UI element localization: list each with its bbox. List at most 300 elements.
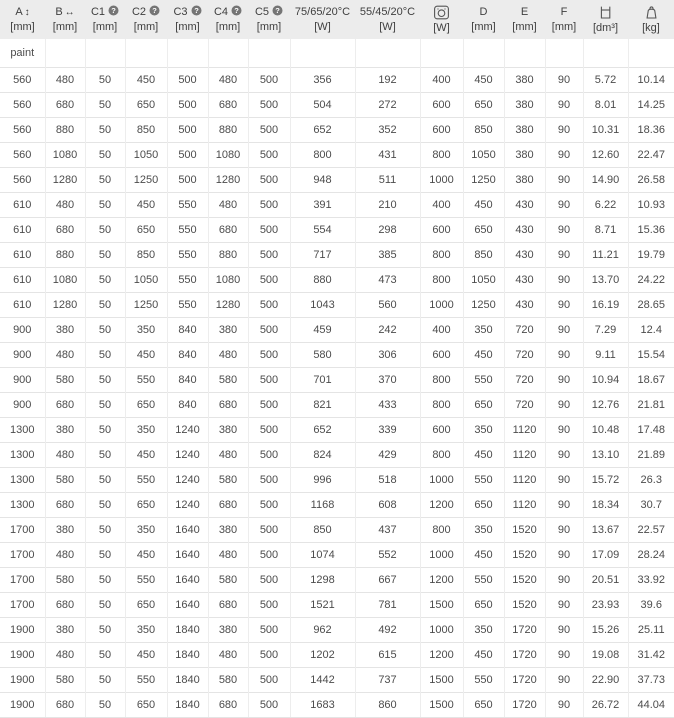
cell-c2: 650 xyxy=(125,492,167,517)
cell-c3: 1240 xyxy=(167,467,208,492)
cell-c5: 500 xyxy=(248,467,290,492)
cell-b: 380 xyxy=(45,317,85,342)
column-label: F xyxy=(560,6,568,18)
cell-e: 720 xyxy=(504,392,545,417)
cell-a: 1300 xyxy=(0,467,45,492)
cell-c2: 650 xyxy=(125,217,167,242)
cell-d: 350 xyxy=(463,617,504,642)
table-row xyxy=(0,617,674,642)
cell-c2: 350 xyxy=(125,317,167,342)
cell-c3: 550 xyxy=(167,242,208,267)
cell-weight: 12.4 xyxy=(628,317,674,342)
cell-weight: 18.67 xyxy=(628,367,674,392)
cell-b: 480 xyxy=(45,67,85,92)
cell-c3: 1840 xyxy=(167,617,208,642)
cell-f: 90 xyxy=(545,292,583,317)
cell-a: 1900 xyxy=(0,642,45,667)
cell-weight: 24.22 xyxy=(628,267,674,292)
cell-electric-power: 1000 xyxy=(420,167,463,192)
empty-cell xyxy=(355,39,420,67)
cell-c5: 500 xyxy=(248,367,290,392)
cell-volume: 26.72 xyxy=(583,692,628,717)
cell-c2: 850 xyxy=(125,117,167,142)
cell-f: 90 xyxy=(545,117,583,142)
cell-f: 90 xyxy=(545,692,583,717)
cell-power-75-65-20: 504 xyxy=(290,92,355,117)
cell-b: 880 xyxy=(45,117,85,142)
column-unit: [mm] xyxy=(512,20,537,33)
cell-d: 650 xyxy=(463,692,504,717)
cell-b: 1280 xyxy=(45,167,85,192)
cell-a: 560 xyxy=(0,167,45,192)
cell-c1: 50 xyxy=(85,342,125,367)
cell-c1: 50 xyxy=(85,567,125,592)
cell-power-55-45-20: 615 xyxy=(355,642,420,667)
cell-c2: 850 xyxy=(125,242,167,267)
cell-a: 1700 xyxy=(0,542,45,567)
cell-c3: 500 xyxy=(167,117,208,142)
cell-weight: 17.48 xyxy=(628,417,674,442)
column-label: D xyxy=(479,6,488,18)
table-row xyxy=(0,367,674,392)
cell-electric-power: 1200 xyxy=(420,642,463,667)
svg-text:?: ? xyxy=(193,5,199,15)
table-row xyxy=(0,292,674,317)
cell-c5: 500 xyxy=(248,67,290,92)
cell-power-75-65-20: 948 xyxy=(290,167,355,192)
cell-c4: 480 xyxy=(208,192,248,217)
cell-c2: 1250 xyxy=(125,167,167,192)
cell-a: 560 xyxy=(0,142,45,167)
column-label: E xyxy=(520,6,529,18)
column-unit: [mm] xyxy=(551,20,577,33)
cell-c2: 350 xyxy=(125,617,167,642)
cell-c2: 450 xyxy=(125,542,167,567)
cell-c1: 50 xyxy=(85,267,125,292)
cell-c5: 500 xyxy=(248,417,290,442)
cell-weight: 39.6 xyxy=(628,592,674,617)
column-header-c2 xyxy=(125,0,167,39)
cell-power-75-65-20: 1442 xyxy=(290,667,355,692)
cell-c1: 50 xyxy=(85,442,125,467)
cell-weight: 37.73 xyxy=(628,667,674,692)
cell-f: 90 xyxy=(545,617,583,642)
cell-electric-power: 800 xyxy=(420,242,463,267)
cell-a: 560 xyxy=(0,117,45,142)
table-row xyxy=(0,242,674,267)
cell-c3: 550 xyxy=(167,292,208,317)
table-row xyxy=(0,392,674,417)
cell-weight: 44.04 xyxy=(628,692,674,717)
cell-d: 650 xyxy=(463,217,504,242)
cell-c1: 50 xyxy=(85,417,125,442)
cell-e: 380 xyxy=(504,117,545,142)
cell-d: 650 xyxy=(463,92,504,117)
help-icon[interactable] xyxy=(108,5,119,16)
cell-f: 90 xyxy=(545,92,583,117)
cell-c2: 650 xyxy=(125,692,167,717)
cell-d: 650 xyxy=(463,592,504,617)
cell-c5: 500 xyxy=(248,267,290,292)
cell-c4: 480 xyxy=(208,342,248,367)
table-row xyxy=(0,142,674,167)
cell-f: 90 xyxy=(545,567,583,592)
column-label: C4 xyxy=(213,6,229,18)
cell-c4: 580 xyxy=(208,667,248,692)
help-icon[interactable] xyxy=(149,5,160,16)
cell-a: 1900 xyxy=(0,617,45,642)
cell-c5: 500 xyxy=(248,642,290,667)
cell-b: 480 xyxy=(45,642,85,667)
cell-power-55-45-20: 437 xyxy=(355,517,420,542)
help-icon[interactable] xyxy=(191,5,202,16)
cell-e: 1120 xyxy=(504,467,545,492)
cell-c1: 50 xyxy=(85,167,125,192)
cell-c1: 50 xyxy=(85,542,125,567)
column-header-electric-power xyxy=(420,0,463,39)
cell-a: 1700 xyxy=(0,592,45,617)
table-row xyxy=(0,342,674,367)
cell-f: 90 xyxy=(545,142,583,167)
column-unit: [mm] xyxy=(471,20,496,33)
cell-c3: 500 xyxy=(167,92,208,117)
cell-d: 550 xyxy=(463,367,504,392)
cell-f: 90 xyxy=(545,392,583,417)
cell-e: 380 xyxy=(504,167,545,192)
cell-e: 430 xyxy=(504,267,545,292)
cell-c2: 450 xyxy=(125,442,167,467)
cell-c3: 1640 xyxy=(167,592,208,617)
cell-e: 430 xyxy=(504,242,545,267)
cell-volume: 22.90 xyxy=(583,667,628,692)
cell-c2: 550 xyxy=(125,467,167,492)
cell-d: 450 xyxy=(463,67,504,92)
cell-c3: 1240 xyxy=(167,492,208,517)
column-header-volume xyxy=(583,0,628,39)
cell-c4: 580 xyxy=(208,367,248,392)
column-label: 55/45/20°C xyxy=(359,6,416,18)
cell-b: 680 xyxy=(45,217,85,242)
table-row xyxy=(0,517,674,542)
cell-weight: 30.7 xyxy=(628,492,674,517)
cell-c5: 500 xyxy=(248,242,290,267)
cell-d: 1050 xyxy=(463,267,504,292)
cell-c4: 680 xyxy=(208,592,248,617)
cell-electric-power: 400 xyxy=(420,317,463,342)
cell-c1: 50 xyxy=(85,592,125,617)
cell-c4: 380 xyxy=(208,417,248,442)
cell-electric-power: 800 xyxy=(420,442,463,467)
cell-electric-power: 1000 xyxy=(420,467,463,492)
cell-b: 680 xyxy=(45,492,85,517)
cell-volume: 23.93 xyxy=(583,592,628,617)
cell-c1: 50 xyxy=(85,292,125,317)
cell-c3: 1640 xyxy=(167,542,208,567)
cell-b: 680 xyxy=(45,592,85,617)
cell-c3: 1240 xyxy=(167,417,208,442)
cell-power-55-45-20: 339 xyxy=(355,417,420,442)
column-unit: [dm³] xyxy=(592,22,619,34)
cell-power-55-45-20: 210 xyxy=(355,192,420,217)
cell-c4: 480 xyxy=(208,442,248,467)
cell-c3: 1240 xyxy=(167,442,208,467)
cell-c5: 500 xyxy=(248,92,290,117)
cell-c4: 680 xyxy=(208,92,248,117)
cell-weight: 22.47 xyxy=(628,142,674,167)
column-unit: [mm] xyxy=(256,20,282,33)
cell-power-55-45-20: 306 xyxy=(355,342,420,367)
cell-e: 380 xyxy=(504,92,545,117)
cell-c2: 550 xyxy=(125,367,167,392)
cell-c2: 450 xyxy=(125,342,167,367)
cell-volume: 13.10 xyxy=(583,442,628,467)
cell-electric-power: 400 xyxy=(420,67,463,92)
cell-electric-power: 600 xyxy=(420,342,463,367)
cell-b: 480 xyxy=(45,542,85,567)
cell-c1: 50 xyxy=(85,117,125,142)
cell-c3: 1840 xyxy=(167,692,208,717)
cell-volume: 15.72 xyxy=(583,467,628,492)
cell-f: 90 xyxy=(545,242,583,267)
column-header-f xyxy=(545,0,583,39)
cell-volume: 10.31 xyxy=(583,117,628,142)
column-label: C5 xyxy=(254,6,270,18)
cell-c4: 1080 xyxy=(208,142,248,167)
table-row xyxy=(0,667,674,692)
cell-d: 1050 xyxy=(463,142,504,167)
column-header-weight xyxy=(628,0,674,39)
empty-cell xyxy=(420,39,463,67)
cell-b: 880 xyxy=(45,242,85,267)
cell-volume: 8.71 xyxy=(583,217,628,242)
cell-d: 550 xyxy=(463,667,504,692)
cell-electric-power: 1500 xyxy=(420,692,463,717)
cell-electric-power: 800 xyxy=(420,367,463,392)
cell-c3: 1640 xyxy=(167,517,208,542)
column-unit: [kg] xyxy=(642,22,660,34)
cell-c5: 500 xyxy=(248,167,290,192)
column-unit: [W] xyxy=(379,20,396,33)
cell-c4: 480 xyxy=(208,642,248,667)
cell-power-55-45-20: 492 xyxy=(355,617,420,642)
cell-weight: 22.57 xyxy=(628,517,674,542)
cell-e: 1520 xyxy=(504,567,545,592)
cell-a: 610 xyxy=(0,267,45,292)
column-header-e xyxy=(504,0,545,39)
cell-power-55-45-20: 552 xyxy=(355,542,420,567)
cell-c5: 500 xyxy=(248,492,290,517)
cell-c4: 1280 xyxy=(208,292,248,317)
cell-e: 720 xyxy=(504,342,545,367)
table-row xyxy=(0,167,674,192)
cell-power-75-65-20: 717 xyxy=(290,242,355,267)
help-icon[interactable] xyxy=(272,5,283,16)
column-unit: [mm] xyxy=(52,20,78,33)
cell-electric-power: 600 xyxy=(420,217,463,242)
cell-d: 850 xyxy=(463,242,504,267)
cell-e: 1720 xyxy=(504,692,545,717)
cell-power-75-65-20: 1168 xyxy=(290,492,355,517)
cell-weight: 19.79 xyxy=(628,242,674,267)
cell-c3: 550 xyxy=(167,217,208,242)
cell-c3: 500 xyxy=(167,167,208,192)
cell-weight: 21.81 xyxy=(628,392,674,417)
table-row xyxy=(0,592,674,617)
electric-heater-icon xyxy=(433,4,450,21)
cell-c5: 500 xyxy=(248,542,290,567)
cell-c5: 500 xyxy=(248,292,290,317)
cell-f: 90 xyxy=(545,417,583,442)
cell-power-55-45-20: 370 xyxy=(355,367,420,392)
cell-power-75-65-20: 850 xyxy=(290,517,355,542)
cell-electric-power: 1000 xyxy=(420,292,463,317)
cell-power-75-65-20: 962 xyxy=(290,617,355,642)
cell-b: 380 xyxy=(45,617,85,642)
cell-c5: 500 xyxy=(248,192,290,217)
cell-c1: 50 xyxy=(85,317,125,342)
svg-text:?: ? xyxy=(234,5,239,15)
empty-cell xyxy=(208,39,248,67)
cell-b: 1080 xyxy=(45,267,85,292)
cell-electric-power: 800 xyxy=(420,142,463,167)
cell-power-55-45-20: 667 xyxy=(355,567,420,592)
cell-c4: 580 xyxy=(208,567,248,592)
cell-volume: 11.21 xyxy=(583,242,628,267)
cell-e: 1720 xyxy=(504,617,545,642)
cell-volume: 13.70 xyxy=(583,267,628,292)
cell-c4: 1280 xyxy=(208,167,248,192)
cell-c4: 380 xyxy=(208,517,248,542)
cell-c1: 50 xyxy=(85,92,125,117)
cell-a: 900 xyxy=(0,392,45,417)
cell-f: 90 xyxy=(545,442,583,467)
cell-c2: 550 xyxy=(125,567,167,592)
cell-f: 90 xyxy=(545,67,583,92)
table-row xyxy=(0,267,674,292)
cell-c5: 500 xyxy=(248,617,290,642)
cell-a: 1300 xyxy=(0,492,45,517)
cell-c4: 680 xyxy=(208,392,248,417)
cell-electric-power: 600 xyxy=(420,417,463,442)
cell-c5: 500 xyxy=(248,692,290,717)
cell-electric-power: 1200 xyxy=(420,492,463,517)
cell-d: 850 xyxy=(463,117,504,142)
cell-electric-power: 800 xyxy=(420,392,463,417)
cell-c1: 50 xyxy=(85,67,125,92)
cell-f: 90 xyxy=(545,167,583,192)
cell-power-55-45-20: 352 xyxy=(355,117,420,142)
cell-volume: 13.67 xyxy=(583,517,628,542)
empty-cell xyxy=(125,39,167,67)
vertical-arrow-icon: ↕ xyxy=(24,7,30,18)
empty-cell xyxy=(628,39,674,67)
cell-c5: 500 xyxy=(248,392,290,417)
cell-electric-power: 800 xyxy=(420,517,463,542)
column-unit: [mm] xyxy=(92,20,118,33)
column-unit: [mm] xyxy=(215,20,241,33)
cell-c3: 840 xyxy=(167,392,208,417)
table-row xyxy=(0,317,674,342)
table-row xyxy=(0,67,674,92)
water-volume-icon xyxy=(597,4,614,21)
cell-power-75-65-20: 580 xyxy=(290,342,355,367)
cell-power-55-45-20: 608 xyxy=(355,492,420,517)
cell-c5: 500 xyxy=(248,217,290,242)
cell-c2: 450 xyxy=(125,192,167,217)
cell-volume: 18.34 xyxy=(583,492,628,517)
cell-c4: 380 xyxy=(208,317,248,342)
cell-c1: 50 xyxy=(85,242,125,267)
cell-f: 90 xyxy=(545,642,583,667)
cell-c4: 480 xyxy=(208,542,248,567)
column-label: A xyxy=(15,6,23,18)
cell-a: 610 xyxy=(0,192,45,217)
cell-a: 1900 xyxy=(0,667,45,692)
cell-e: 1520 xyxy=(504,592,545,617)
cell-a: 900 xyxy=(0,342,45,367)
cell-c4: 1080 xyxy=(208,267,248,292)
cell-power-55-45-20: 429 xyxy=(355,442,420,467)
cell-power-75-65-20: 824 xyxy=(290,442,355,467)
cell-c1: 50 xyxy=(85,192,125,217)
cell-c5: 500 xyxy=(248,342,290,367)
cell-weight: 10.14 xyxy=(628,67,674,92)
cell-e: 380 xyxy=(504,67,545,92)
cell-weight: 31.42 xyxy=(628,642,674,667)
cell-f: 90 xyxy=(545,217,583,242)
cell-volume: 20.51 xyxy=(583,567,628,592)
cell-c2: 350 xyxy=(125,517,167,542)
cell-e: 1120 xyxy=(504,492,545,517)
paint-row-label: paint xyxy=(10,46,35,59)
cell-power-55-45-20: 431 xyxy=(355,142,420,167)
cell-a: 610 xyxy=(0,217,45,242)
cell-power-75-65-20: 652 xyxy=(290,417,355,442)
cell-b: 580 xyxy=(45,467,85,492)
column-header-c1 xyxy=(85,0,125,39)
cell-c1: 50 xyxy=(85,392,125,417)
help-icon[interactable] xyxy=(231,5,242,16)
column-header-b xyxy=(45,0,85,39)
cell-weight: 28.24 xyxy=(628,542,674,567)
cell-weight: 28.65 xyxy=(628,292,674,317)
cell-c1: 50 xyxy=(85,667,125,692)
empty-cell xyxy=(583,39,628,67)
cell-electric-power: 1500 xyxy=(420,667,463,692)
cell-power-55-45-20: 781 xyxy=(355,592,420,617)
cell-b: 680 xyxy=(45,392,85,417)
cell-weight: 10.93 xyxy=(628,192,674,217)
cell-c5: 500 xyxy=(248,117,290,142)
cell-weight: 15.54 xyxy=(628,342,674,367)
cell-power-75-65-20: 1298 xyxy=(290,567,355,592)
cell-c1: 50 xyxy=(85,142,125,167)
cell-power-75-65-20: 1043 xyxy=(290,292,355,317)
cell-c5: 500 xyxy=(248,317,290,342)
cell-f: 90 xyxy=(545,667,583,692)
cell-volume: 16.19 xyxy=(583,292,628,317)
cell-c3: 1840 xyxy=(167,667,208,692)
table-row xyxy=(0,417,674,442)
cell-c2: 450 xyxy=(125,67,167,92)
cell-volume: 6.22 xyxy=(583,192,628,217)
cell-c5: 500 xyxy=(248,592,290,617)
cell-c5: 500 xyxy=(248,667,290,692)
cell-c2: 450 xyxy=(125,642,167,667)
cell-electric-power: 1000 xyxy=(420,542,463,567)
cell-weight: 18.36 xyxy=(628,117,674,142)
cell-c2: 350 xyxy=(125,417,167,442)
